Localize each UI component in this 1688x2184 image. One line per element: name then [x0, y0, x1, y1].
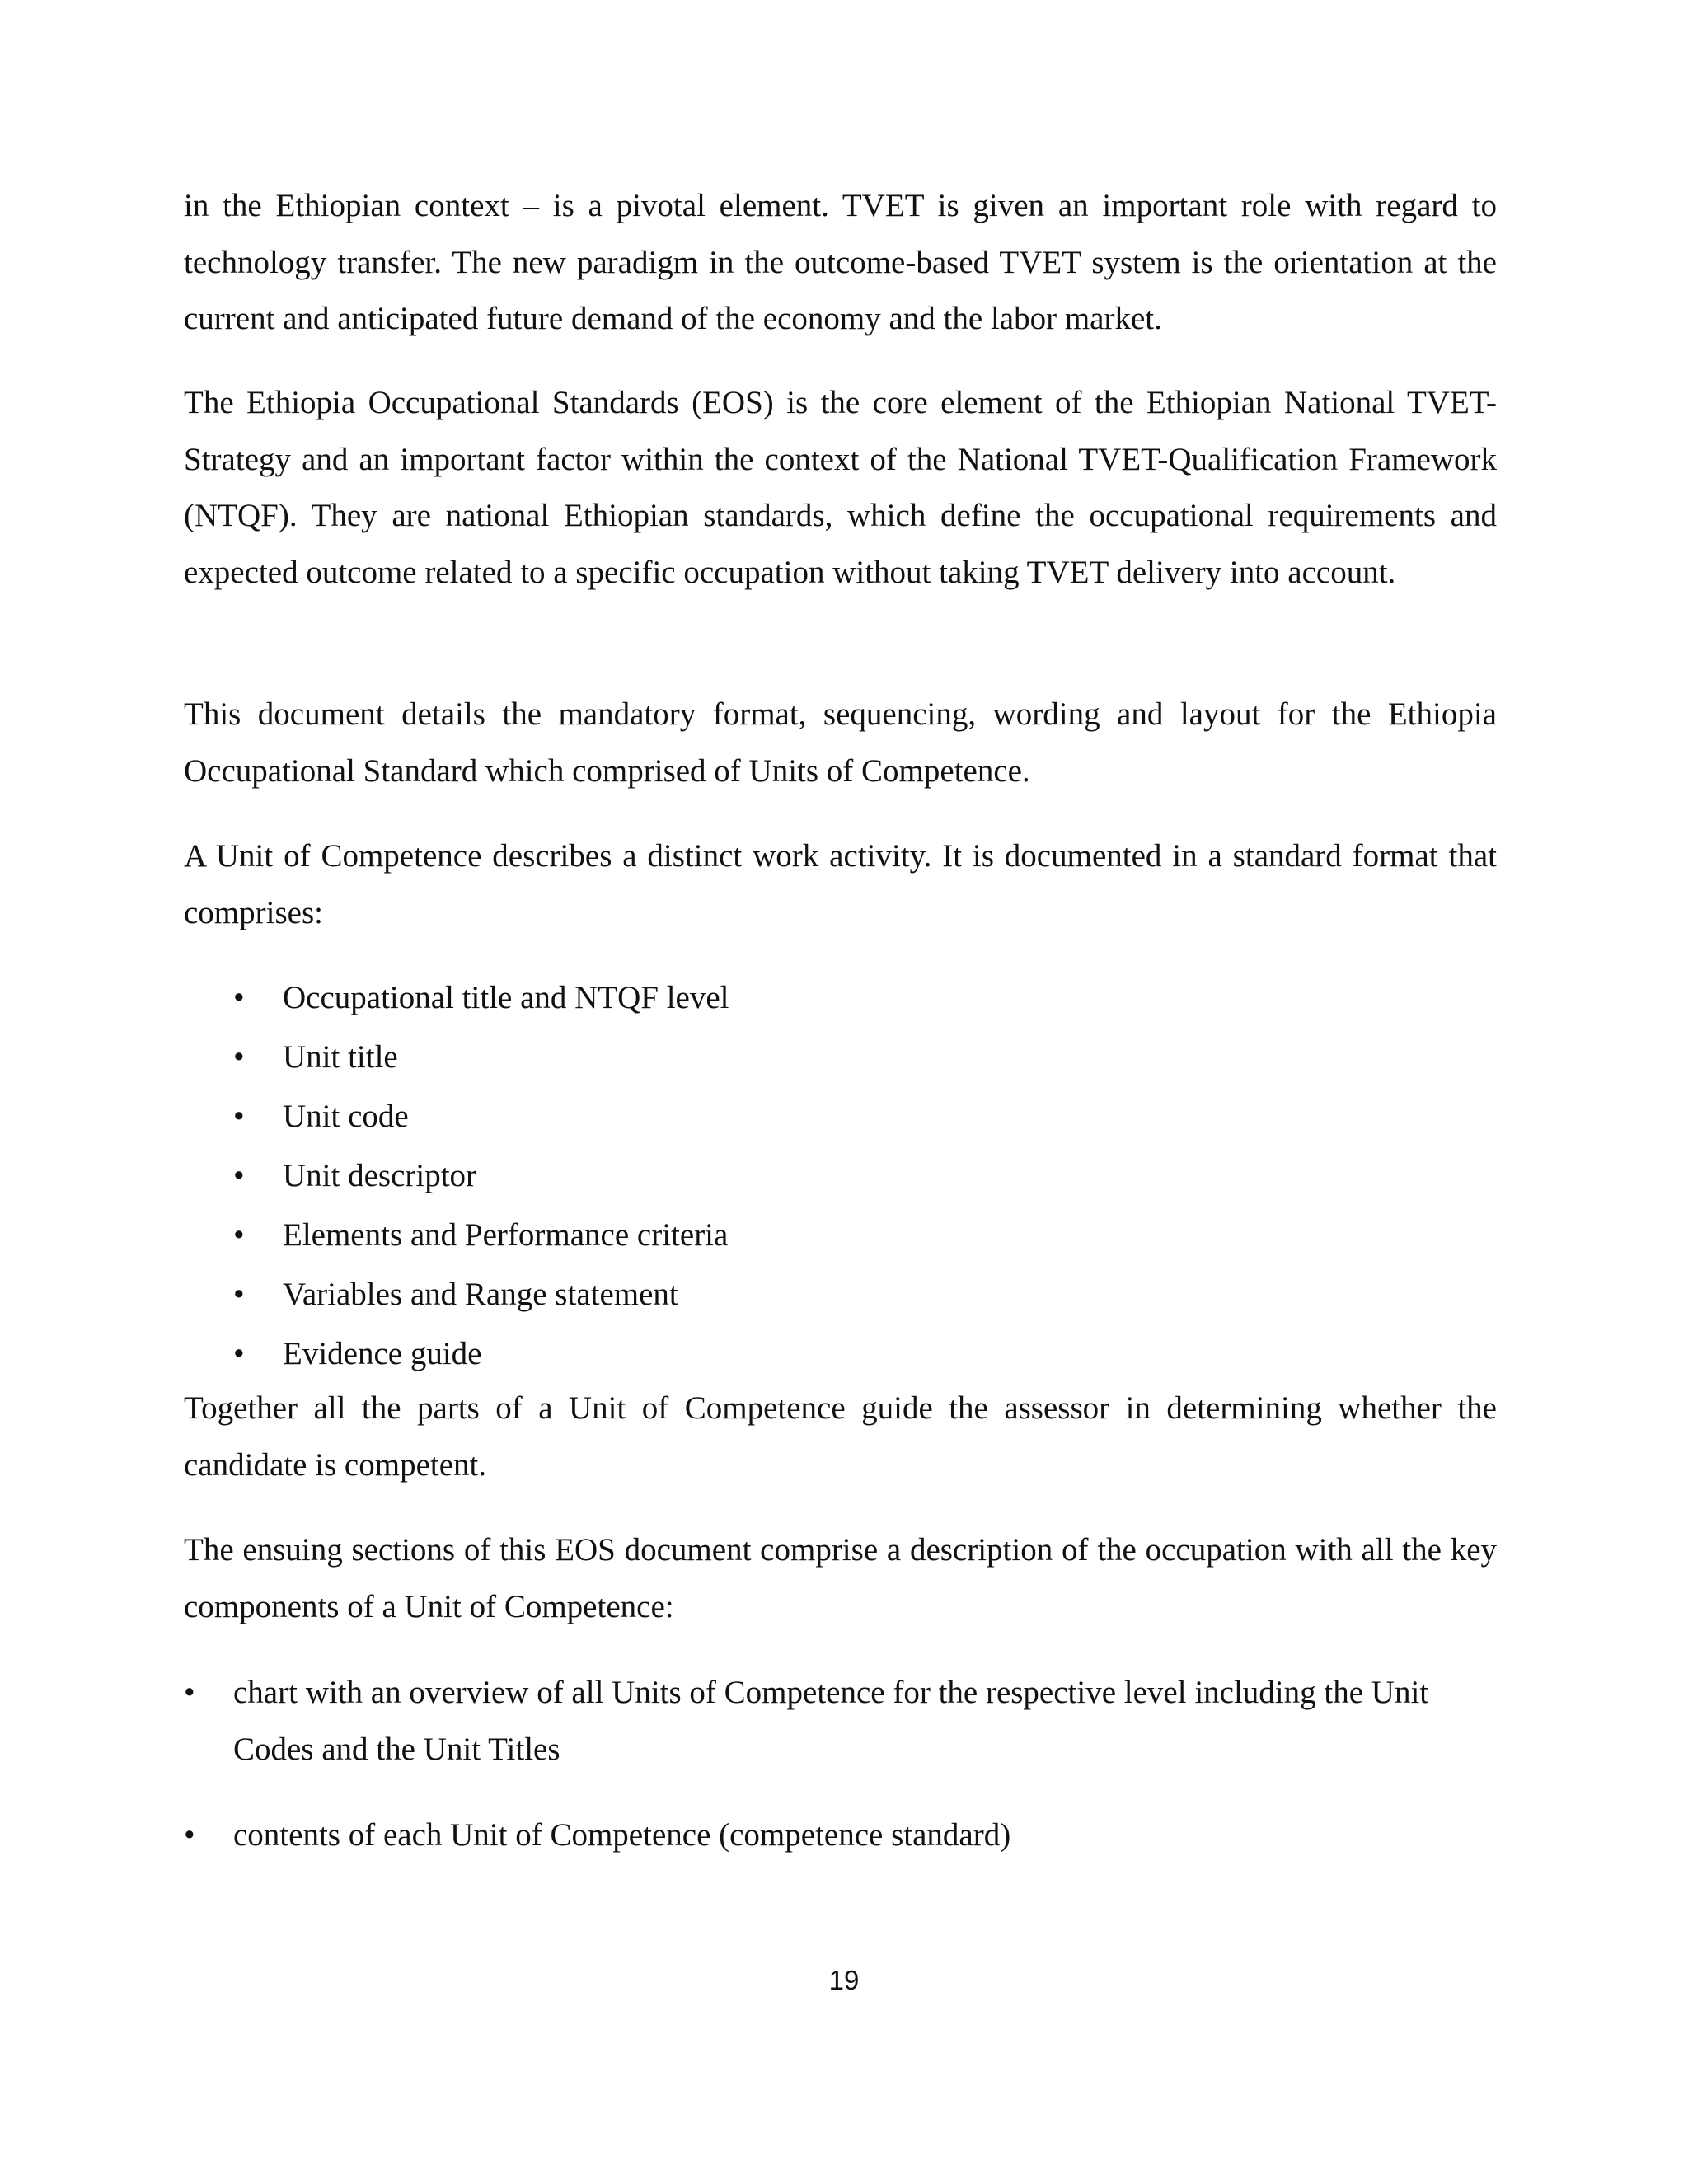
bullet-icon: •: [184, 1675, 195, 1710]
list-item-text: contents of each Unit of Competence (competence standard): [233, 1817, 1011, 1853]
unit-components-list: [184, 968, 1497, 1384]
paragraph-assessor-guidance: Together all the parts of a Unit of Competence guide the assessor in determining whether the candidate is competent.: [184, 1390, 1497, 1483]
bullet-icon: •: [233, 1039, 245, 1075]
bullet-icon: •: [233, 1277, 245, 1312]
paragraph-tvet-context: in the Ethiopian context – is a pivotal element. TVET is given an important role with regard to technology transfer. The new paradigm in the outcome-based TVET system is the orientation at the current and anticipated future demand of the economy and the labor market.: [184, 188, 1497, 336]
list-item-text: Elements and Performance criteria: [283, 1217, 729, 1253]
list-item: [184, 1324, 1497, 1384]
bullet-icon: •: [184, 1817, 195, 1853]
bullet-icon: •: [233, 1336, 245, 1371]
bullet-icon: •: [233, 1158, 245, 1193]
paragraph-ensuing-sections: The ensuing sections of this EOS document comprise a description of the occupation with all the key components of a Unit of Competence:: [184, 1532, 1497, 1624]
list-item: [184, 1146, 1497, 1206]
paragraph-eos-definition: The Ethiopia Occupational Standards (EOS) is the core element of the Ethiopian National TVET-Strategy and an important factor within the context of the National TVET-Qualification Framework (NTQF). They are national Ethiopian standards, which define the occupational requirements and expected outcome related to a specific occupation without taking TVET delivery into account.: [184, 385, 1497, 590]
list-item-text: Unit code: [283, 1099, 409, 1134]
paragraph-document-purpose: This document details the mandatory format, sequencing, wording and layout for the Ethiopia Occupational Standard which comprised of Units of Competence.: [184, 696, 1497, 789]
list-item: [184, 968, 1497, 1028]
list-item-text: chart with an overview of all Units of Competence for the respective level including the Unit Codes and the Unit Titles: [233, 1675, 1429, 1767]
page-number: 19: [828, 1965, 860, 1995]
list-item-text: Occupational title and NTQF level: [283, 980, 729, 1015]
paragraph-unit-of-competence: A Unit of Competence describes a distinct work activity. It is documented in a standard format that comprises:: [184, 838, 1497, 930]
bullet-icon: •: [233, 1099, 245, 1134]
list-item-text: Evidence guide: [283, 1336, 482, 1371]
bullet-icon: •: [233, 1217, 245, 1253]
list-item: [184, 1087, 1497, 1146]
list-item: [184, 1265, 1497, 1324]
document-sections-list: [184, 1665, 1497, 1894]
list-item: [184, 1665, 1497, 1778]
list-item-text: Variables and Range statement: [283, 1277, 678, 1312]
list-item-text: Unit descriptor: [283, 1158, 477, 1193]
list-item: [184, 1028, 1497, 1087]
list-item-text: Unit title: [283, 1039, 398, 1075]
bullet-icon: •: [233, 980, 245, 1015]
list-item: [184, 1206, 1497, 1265]
list-item: [184, 1807, 1497, 1864]
